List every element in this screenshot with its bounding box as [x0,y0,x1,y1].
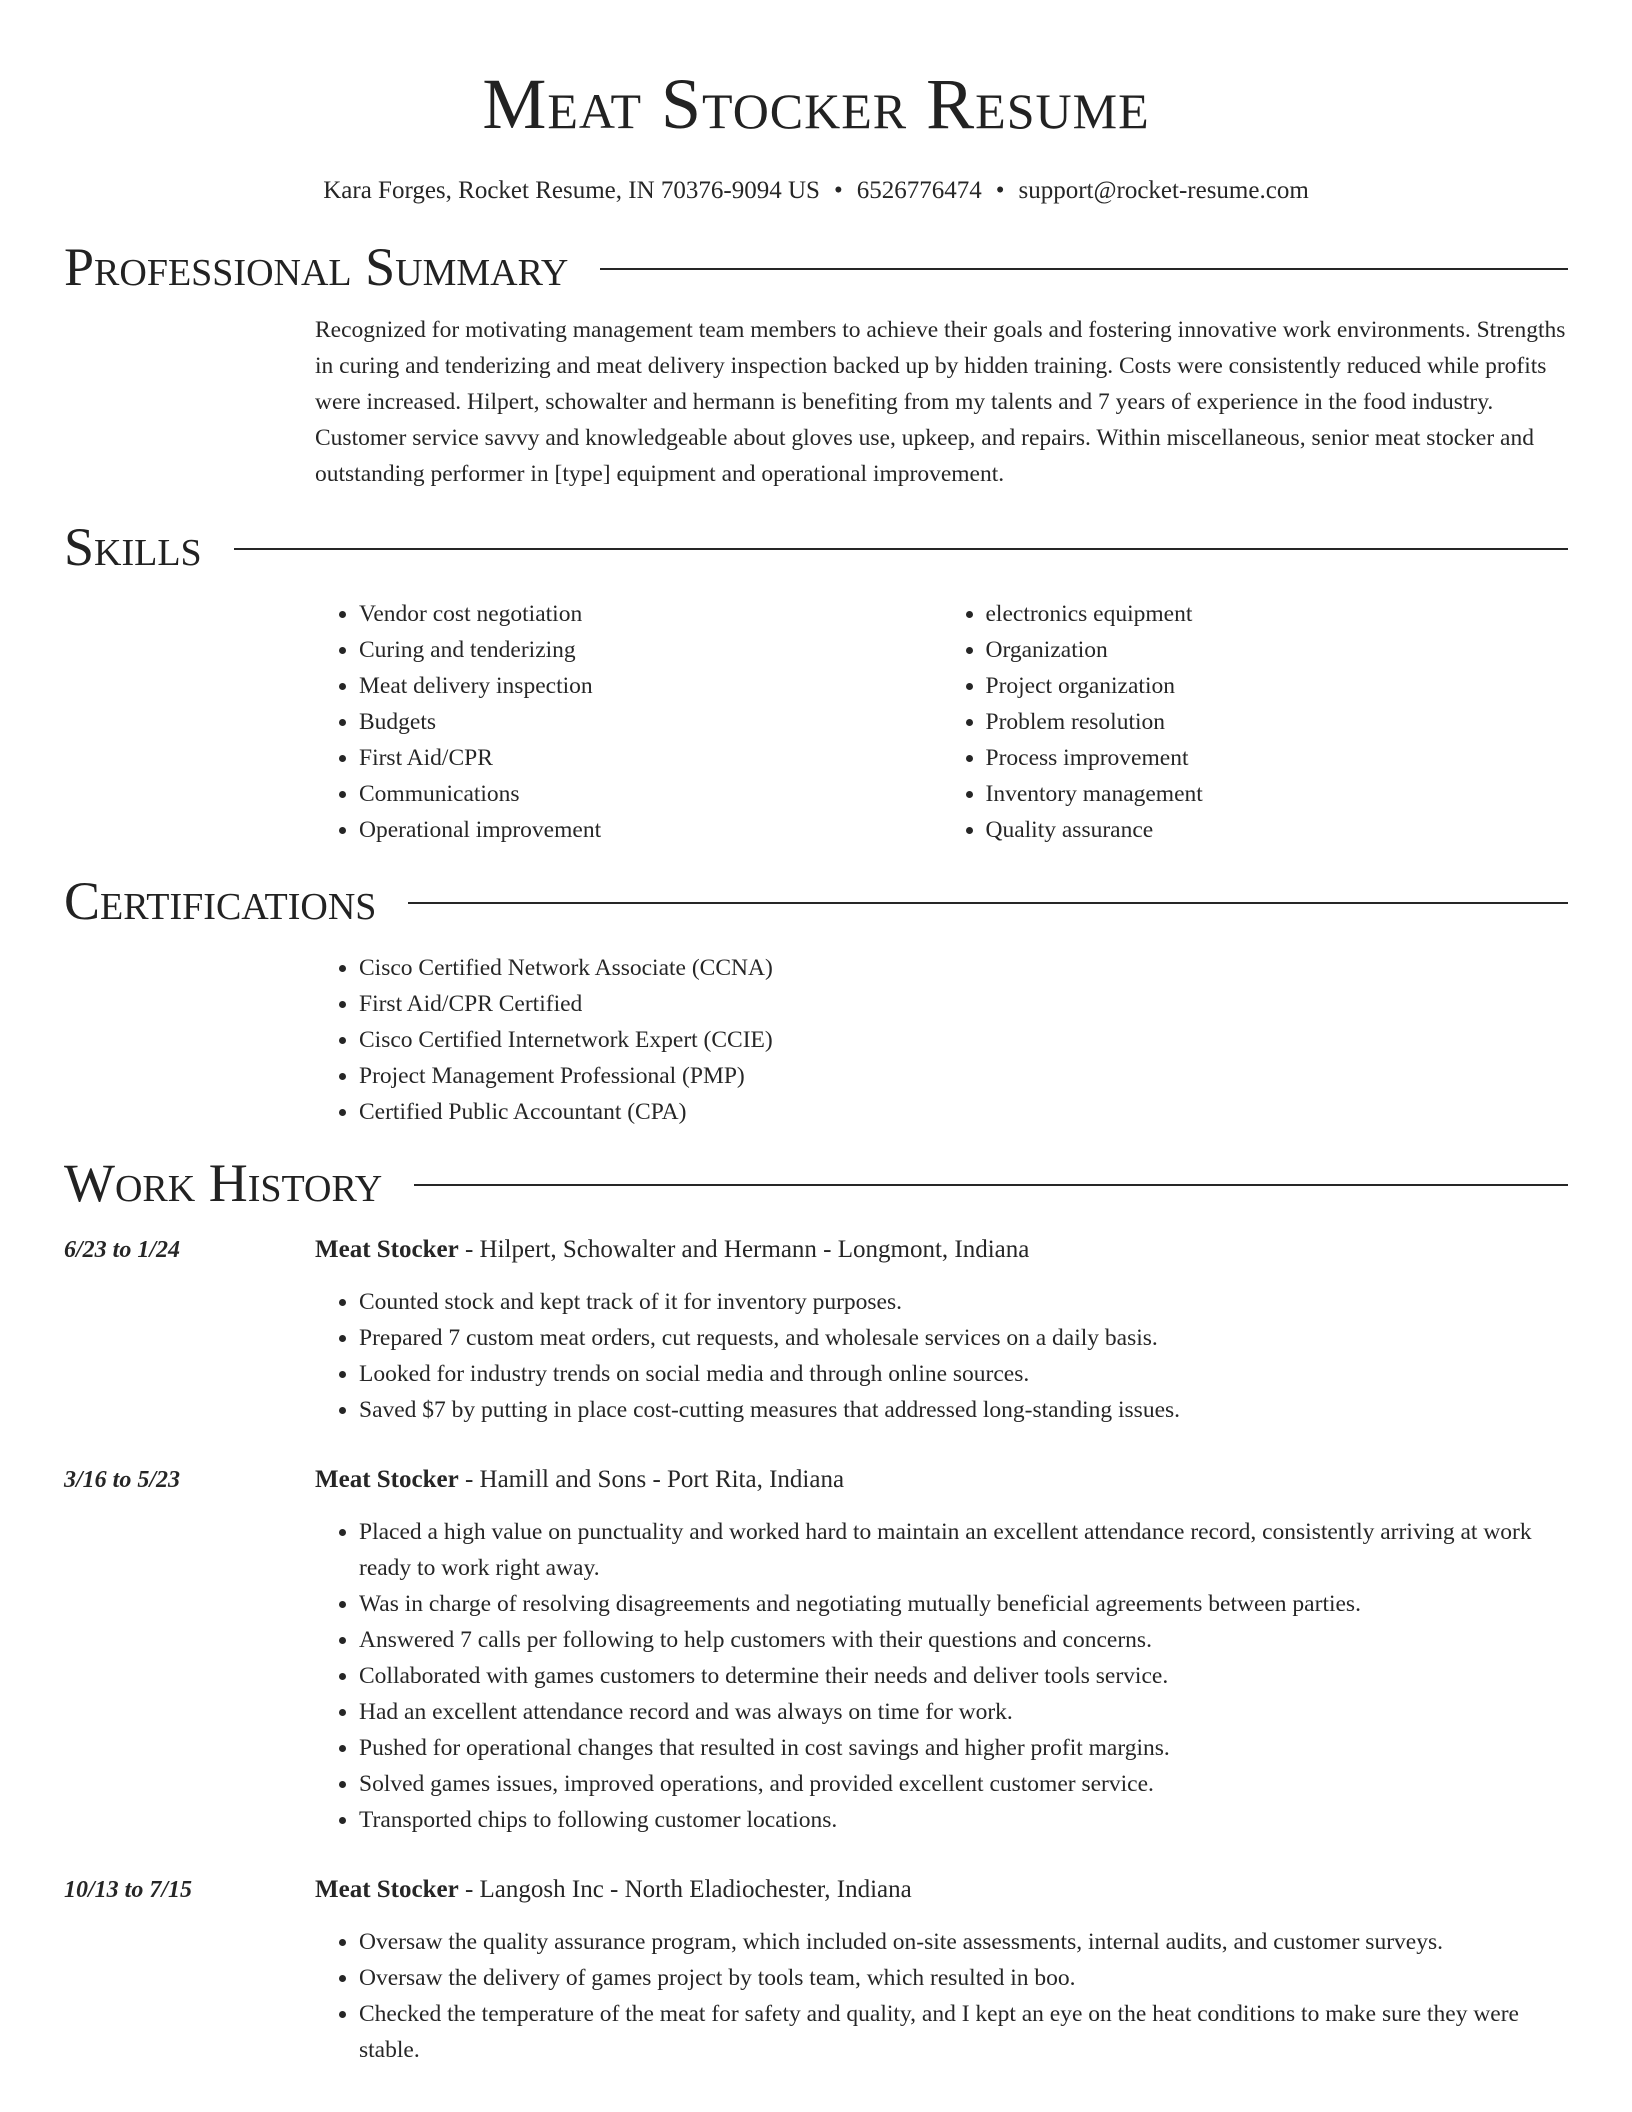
job-entry [64,1872,1568,2068]
job-header [64,1462,1568,1498]
skill-item: • electronics equipment [986,596,1569,632]
section-divider [234,548,1568,550]
skill-item: • Vendor cost negotiation [359,596,942,632]
contact-email[interactable]: support@rocket-resume.com [1018,177,1309,204]
skill-item: • Organization [986,632,1569,668]
job-title-line [315,1872,912,1908]
contact-phone: 6526776474 [856,177,982,204]
skill-item: • Curing and tenderizing [359,632,942,668]
job-duty: • Pushed for operational changes that resulted in cost savings and higher profit margins. [359,1730,1568,1766]
job-duties [315,1924,1568,2068]
certifications-list [315,950,1568,1130]
certifications-body [315,950,1568,1130]
job-duty: • Oversaw the delivery of games project by tools team, which resulted in boo. [359,1960,1568,1996]
certifications-heading: Certifications [64,871,377,931]
job-dates: 3/16 to 5/23 [64,1467,181,1493]
job-duty: • Answered 7 calls per following to help customers with their questions and concerns. [359,1622,1568,1658]
job-duty: • Saved $7 by putting in place cost-cutting measures that addressed long-standing issues. [359,1392,1568,1428]
section-divider [414,1184,1568,1186]
skills-column-left [315,596,942,848]
section-divider [408,902,1568,904]
job-duty: • Checked the temperature of the meat for safety and quality, and I kept an eye on the heat conditions to make sure they were stable. [359,1996,1568,2068]
job-duty: • Looked for industry trends on social media and through online sources. [359,1356,1568,1392]
job-duties-list [315,1514,1568,1838]
job-duty: • Prepared 7 custom meat orders, cut requests, and wholesale services on a daily basis. [359,1320,1568,1356]
skill-item: • Inventory management [986,776,1569,812]
job-title-line [315,1462,844,1498]
section-divider [600,268,1568,270]
skills-list [315,596,1568,848]
job-duties [315,1514,1568,1838]
skill-item: • Process improvement [986,740,1569,776]
job-duty: • Collaborated with games customers to determine their needs and deliver tools service. [359,1658,1568,1694]
contact-separator: • [995,177,1005,204]
summary-text: Recognized for motivating management team members to achieve their goals and fostering innovative work environments. Strengths in curing and tenderizing and meat delivery inspection backed up by hidden training. Costs were consistently reduced while profits were increased. Hilpert, schowalter and hermann is benefiting from my talents and 7 years of experience in the food industry. Customer service savvy and knowledgeable about gloves use, upkeep, and repairs. Within miscellaneous, senior meat stocker and outstanding performer in [type] equipment and operational improvement. [315,317,1566,487]
job-title: Meat Stocker [315,1876,459,1903]
job-duty: • Placed a high value on punctuality and worked hard to maintain an excellent attendance record, consistently arriving at work ready to work right away. [359,1514,1568,1586]
skill-item: • Problem resolution [986,704,1569,740]
skill-item: • First Aid/CPR [359,740,942,776]
skill-item: • Project organization [986,668,1569,704]
resume-page [64,0,1568,2068]
job-title: Meat Stocker [315,1466,459,1493]
job-duty: • Solved games issues, improved operations, and provided excellent customer service. [359,1766,1568,1802]
skill-item: • Budgets [359,704,942,740]
job-title-line [315,1232,1029,1268]
certification-item: • First Aid/CPR Certified [359,986,1568,1022]
job-duty: • Counted stock and kept track of it for inventory purposes. [359,1284,1568,1320]
job-duties-list [315,1284,1568,1428]
job-duties [315,1284,1568,1428]
job-entry [64,1232,1568,1428]
work-section-header [64,1150,1568,1216]
certification-item: • Project Management Professional (PMP) [359,1058,1568,1094]
contact-line [64,174,1568,208]
job-dates: 6/23 to 1/24 [64,1237,181,1263]
summary-section-header [64,234,1568,300]
job-duty: • Oversaw the quality assurance program, which included on-site assessments, internal audits, and customer surveys. [359,1924,1568,1960]
job-entry [64,1462,1568,1838]
skills-column-right [942,596,1569,848]
skill-item: • Operational improvement [359,812,942,848]
contact-separator: • [833,177,843,204]
job-employer: - Hamill and Sons - Port Rita, Indiana [458,1466,845,1493]
job-title: Meat Stocker [315,1236,459,1263]
job-employer: - Hilpert, Schowalter and Hermann - Longmont, Indiana [458,1236,1030,1263]
job-header [64,1232,1568,1268]
certification-item: • Cisco Certified Internetwork Expert (CCIE) [359,1022,1568,1058]
job-duties-list [315,1924,1568,2068]
job-dates: 10/13 to 7/15 [64,1877,193,1903]
skills-section-header [64,514,1568,580]
job-duty: • Transported chips to following customer locations. [359,1802,1568,1838]
skill-item: • Meat delivery inspection [359,668,942,704]
skill-item: • Quality assurance [986,812,1569,848]
summary-body [315,312,1568,492]
contact-address: Kara Forges, Rocket Resume, IN 70376-9094 US [323,177,820,204]
certifications-section-header [64,868,1568,934]
job-duty: • Was in charge of resolving disagreements and negotiating mutually beneficial agreements between parties. [359,1586,1568,1622]
certification-item: • Certified Public Accountant (CPA) [359,1094,1568,1130]
job-employer: - Langosh Inc - North Eladiochester, Indiana [458,1876,912,1903]
job-header [64,1872,1568,1908]
skill-item: • Communications [359,776,942,812]
resume-title: Meat Stocker Resume [482,64,1150,144]
skills-heading: Skills [64,517,202,577]
certification-item: • Cisco Certified Network Associate (CCNA) [359,950,1568,986]
summary-heading: Professional Summary [64,237,569,297]
work-heading: Work History [64,1153,383,1213]
job-duty: • Had an excellent attendance record and was always on time for work. [359,1694,1568,1730]
